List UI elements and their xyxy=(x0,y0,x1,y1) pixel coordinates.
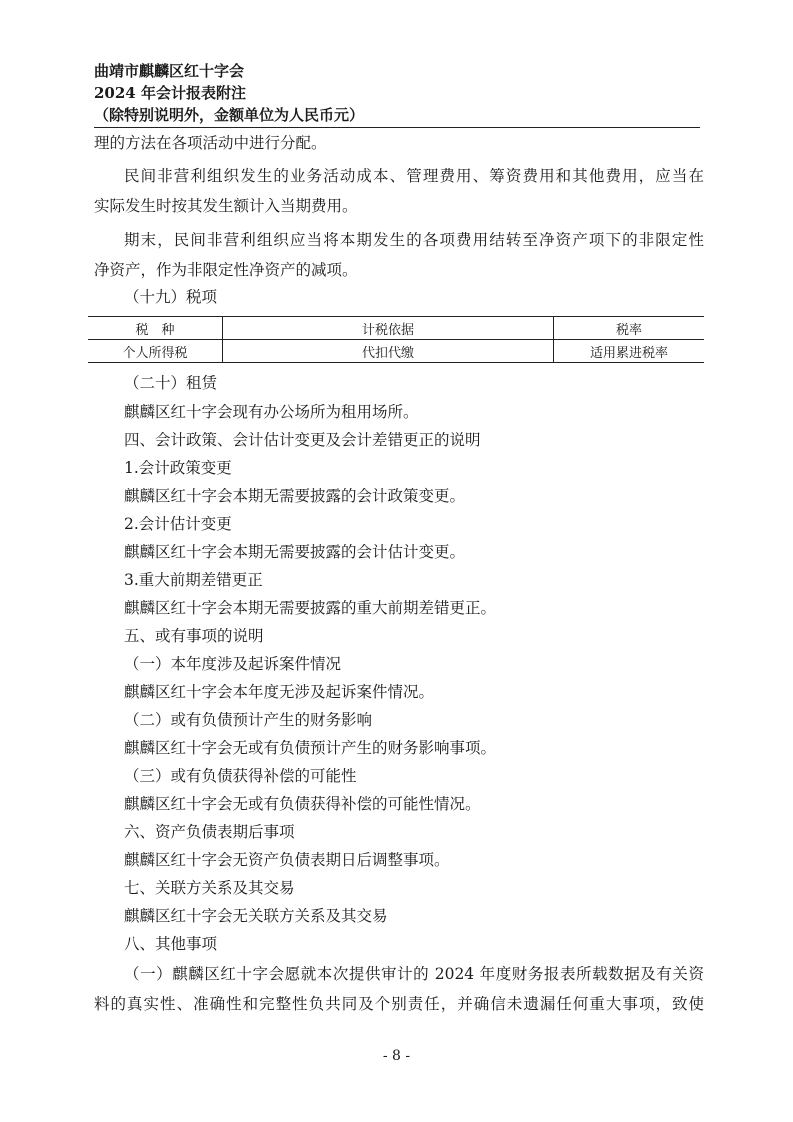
paragraph: 麒麟区红十字会本期无需要披露的重大前期差错更正。 xyxy=(124,599,497,617)
paragraph: 麒麟区红十字会无关联方关系及其交易 xyxy=(124,907,388,925)
paragraph: 麒麟区红十字会无资产负债表期日后调整事项。 xyxy=(124,851,450,869)
paragraph: 麒麟区红十字会本年度无涉及起诉案件情况。 xyxy=(124,683,435,701)
section-heading: 五、或有事项的说明 xyxy=(124,627,264,645)
paragraph: 麒麟区红十字会本期无需要披露的会计政策变更。 xyxy=(124,487,466,505)
table-header-cell: 税 种 xyxy=(88,317,223,340)
section-heading: （二）或有负债预计产生的财务影响 xyxy=(124,711,373,729)
section-heading: 1.会计政策变更 xyxy=(124,459,232,477)
paragraph: 净资产，作为非限定性净资产的减项。 xyxy=(94,261,358,279)
header-rule xyxy=(94,127,700,128)
section-heading: （二十）租赁 xyxy=(124,374,218,392)
section-heading: 七、关联方关系及其交易 xyxy=(124,879,295,897)
table-cell: 代扣代缴 xyxy=(223,340,554,363)
paragraph: 麒麟区红十字会无或有负债获得补偿的可能性情况。 xyxy=(124,795,481,813)
section-heading: （三）或有负债获得补偿的可能性 xyxy=(124,767,357,785)
header-org: 曲靖市麒麟区红十字会 xyxy=(94,62,245,80)
table-header-row xyxy=(88,317,704,340)
table-cell: 适用累进税率 xyxy=(554,340,705,363)
header-note: （除特别说明外，金额单位为人民币元） xyxy=(94,106,365,124)
section-heading: （一）本年度涉及起诉案件情况 xyxy=(124,655,342,673)
paragraph: （一）麒麟区红十字会愿就本次提供审计的 2024 年度财务报表所载数据及有关资 xyxy=(124,965,704,983)
paragraph: 理的方法在各项活动中进行分配。 xyxy=(94,134,327,152)
section-heading: 四、会计政策、会计估计变更及会计差错更正的说明 xyxy=(124,431,481,449)
table-cell: 个人所得税 xyxy=(88,340,223,363)
table-header-cell: 税率 xyxy=(554,317,705,340)
header-title: 2024 年会计报表附注 xyxy=(94,84,246,102)
paragraph: 麒麟区红十字会本期无需要披露的会计估计变更。 xyxy=(124,543,466,561)
paragraph: 实际发生时按其发生额计入当期费用。 xyxy=(94,197,358,215)
section-heading: 六、资产负债表期后事项 xyxy=(124,823,295,841)
section-heading: 2.会计估计变更 xyxy=(124,515,232,533)
document-header xyxy=(94,60,714,126)
paragraph: 料的真实性、准确性和完整性负共同及个别责任，并确信未遗漏任何重大事项，致使 xyxy=(94,995,704,1013)
paragraph: 麒麟区红十字会现有办公场所为租用场所。 xyxy=(124,403,419,421)
paragraph: 麒麟区红十字会无或有负债预计产生的财务影响事项。 xyxy=(124,739,497,757)
table-row xyxy=(88,340,704,363)
table-header-cell: 计税依据 xyxy=(223,317,554,340)
section-heading: （十九）税项 xyxy=(124,288,218,306)
tax-table xyxy=(88,316,704,363)
paragraph: 民间非营利组织发生的业务活动成本、管理费用、筹资费用和其他费用，应当在 xyxy=(124,167,704,185)
section-heading: 八、其他事项 xyxy=(124,935,218,953)
paragraph: 期末，民间非营利组织应当将本期发生的各项费用结转至净资产项下的非限定性 xyxy=(124,231,704,249)
page-number: - 8 - xyxy=(382,1048,411,1064)
section-heading: 3.重大前期差错更正 xyxy=(124,571,263,589)
